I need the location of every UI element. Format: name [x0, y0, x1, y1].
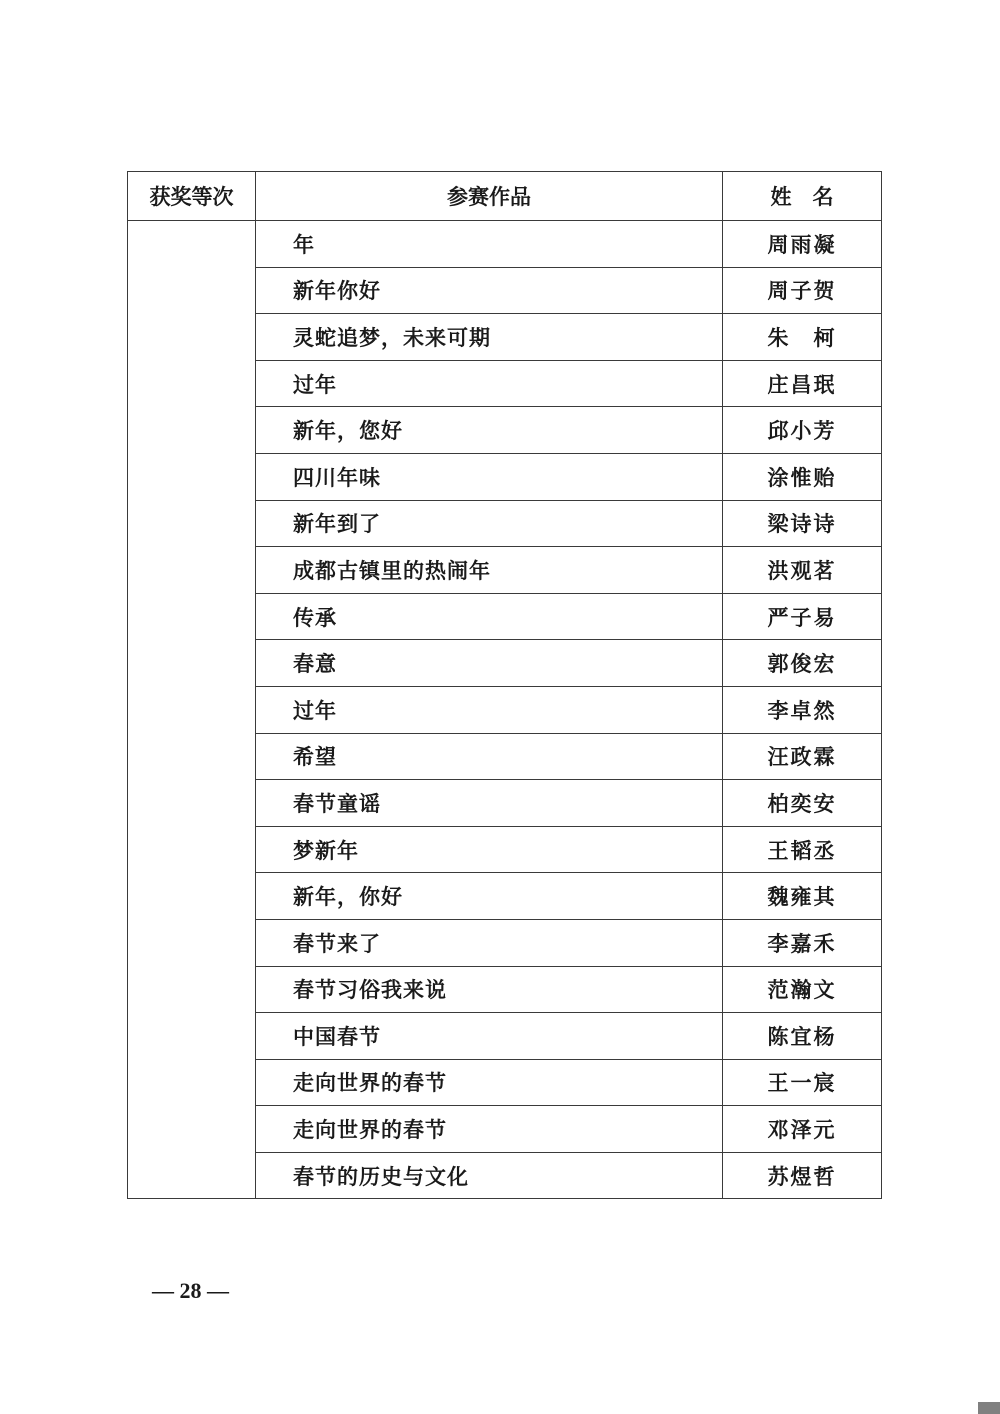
work-title-cell: 中国春节 — [256, 1013, 723, 1060]
author-name-cell: 王韬丞 — [723, 826, 882, 873]
work-title-cell: 新年你好 — [256, 267, 723, 314]
work-title-cell: 走向世界的春节 — [256, 1059, 723, 1106]
header-work: 参赛作品 — [256, 172, 723, 221]
work-title-cell: 希望 — [256, 733, 723, 780]
corner-mark — [978, 1402, 1000, 1414]
author-name-cell: 苏煜哲 — [723, 1152, 882, 1199]
award-table — [127, 171, 882, 1199]
work-title-cell: 年 — [256, 221, 723, 268]
work-title-cell: 传承 — [256, 593, 723, 640]
author-name-cell: 严子易 — [723, 593, 882, 640]
author-name-cell: 汪政霖 — [723, 733, 882, 780]
author-name-cell: 梁诗诗 — [723, 500, 882, 547]
author-name-cell: 李卓然 — [723, 686, 882, 733]
author-name-cell: 朱 柯 — [723, 314, 882, 361]
author-name-cell: 涂惟贻 — [723, 453, 882, 500]
work-title-cell: 新年到了 — [256, 500, 723, 547]
work-title-cell: 春意 — [256, 640, 723, 687]
author-name-cell: 庄昌珉 — [723, 360, 882, 407]
work-title-cell: 灵蛇追梦，未来可期 — [256, 314, 723, 361]
author-name-cell: 范瀚文 — [723, 966, 882, 1013]
header-rank: 获奖等次 — [128, 172, 256, 221]
work-title-cell: 四川年味 — [256, 453, 723, 500]
author-name-cell: 李嘉禾 — [723, 919, 882, 966]
work-title-cell: 春节来了 — [256, 919, 723, 966]
work-title-cell: 走向世界的春节 — [256, 1106, 723, 1153]
page-number: — 28 — — [152, 1278, 229, 1303]
table-row — [128, 221, 882, 268]
work-title-cell: 新年，你好 — [256, 873, 723, 920]
author-name-cell: 邓泽元 — [723, 1106, 882, 1153]
author-name-cell: 邱小芳 — [723, 407, 882, 454]
author-name-cell: 洪观茗 — [723, 547, 882, 594]
work-title-cell: 过年 — [256, 360, 723, 407]
work-title-cell: 春节的历史与文化 — [256, 1152, 723, 1199]
author-name-cell: 陈宜杨 — [723, 1013, 882, 1060]
table-header-row — [128, 172, 882, 221]
work-title-cell: 春节习俗我来说 — [256, 966, 723, 1013]
author-name-cell: 周雨凝 — [723, 221, 882, 268]
author-name-cell: 柏奕安 — [723, 780, 882, 827]
work-title-cell: 梦新年 — [256, 826, 723, 873]
work-title-cell: 新年，您好 — [256, 407, 723, 454]
rank-cell — [128, 221, 256, 1199]
author-name-cell: 周子贺 — [723, 267, 882, 314]
author-name-cell: 郭俊宏 — [723, 640, 882, 687]
work-title-cell: 成都古镇里的热闹年 — [256, 547, 723, 594]
work-title-cell: 过年 — [256, 686, 723, 733]
table-body — [128, 221, 882, 1199]
author-name-cell: 魏雍其 — [723, 873, 882, 920]
header-name: 姓 名 — [723, 172, 882, 221]
work-title-cell: 春节童谣 — [256, 780, 723, 827]
author-name-cell: 王一宸 — [723, 1059, 882, 1106]
